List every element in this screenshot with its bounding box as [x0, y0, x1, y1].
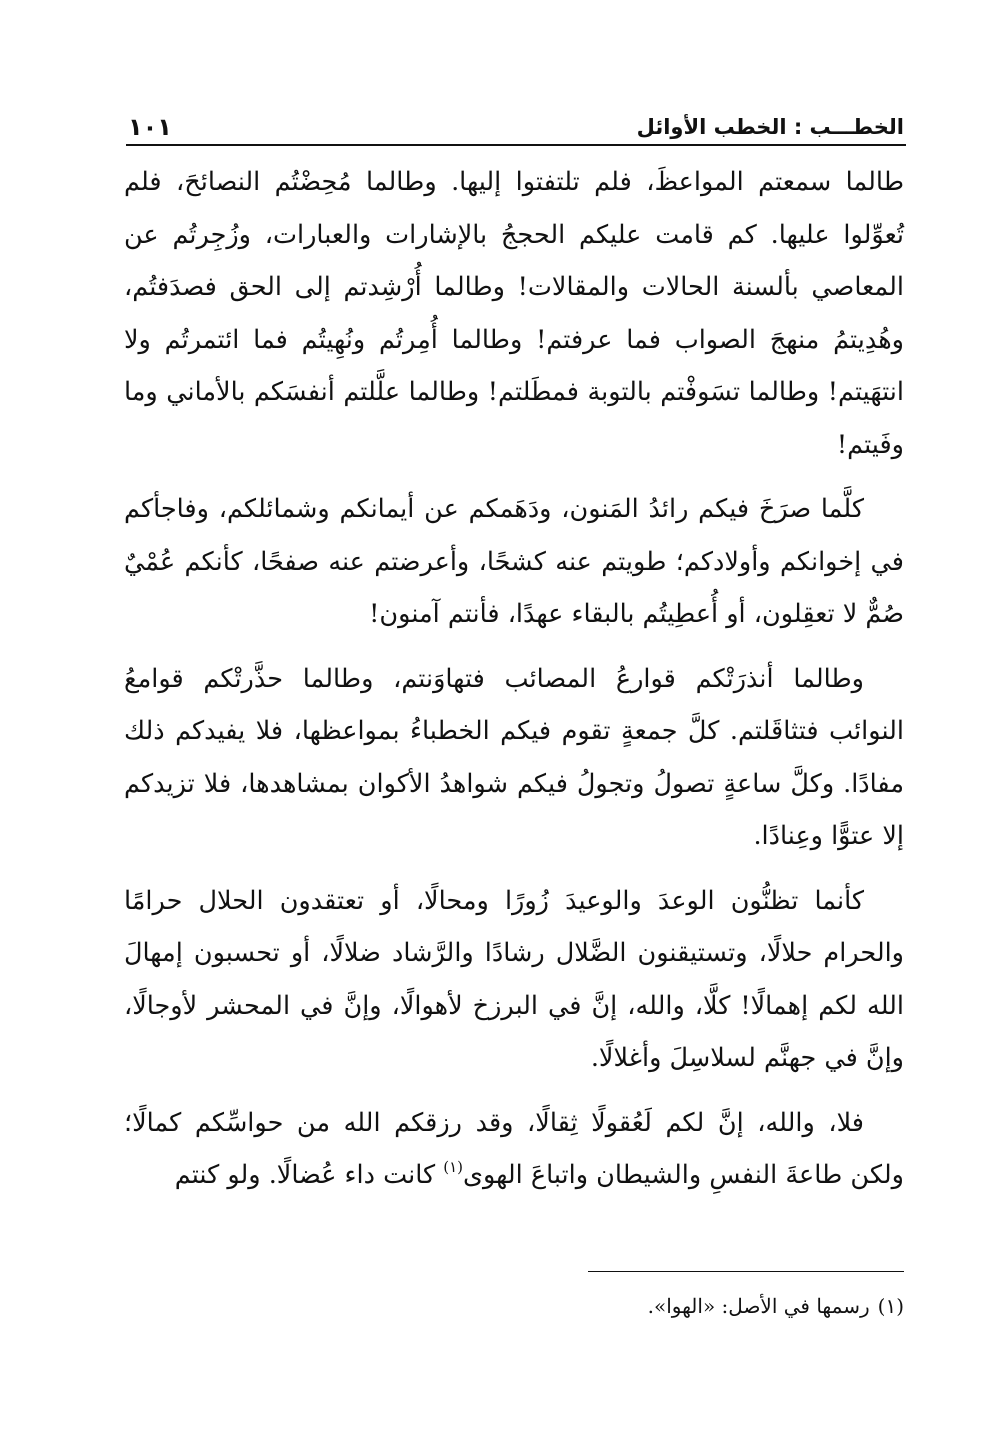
footnote-text: رسمها في الأصل: «الهوا». [647, 1294, 870, 1318]
paragraph-5-text-start: فلا، والله، إنَّ لكم لَعُقولًا ثِقالًا، وقد رزقكم الله من حواسِّكم كمالًا؛ ولكن طاعةَ النفسِ والشيطان واتباعَ الهوى [124, 1107, 904, 1190]
footnote-marker: (١) [877, 1294, 904, 1318]
header-rule [126, 144, 906, 146]
paragraph-3: وطالما أنذرَتْكم قوارعُ المصائب فتهاوَنتم، وطالما حذَّرتْكم قوامعُ النوائب فتثاقَلتم. كلَّ جمعةٍ تقوم فيكم الخطباءُ بمواعظها، فلا يفيدكم ذلك مفادًا. وكلَّ ساعةٍ تصولُ وتجولُ فيكم شواهدُ الأكوان بمشاهدها، فلا تزيدكم إلا عتوًّا وعِنادًا. [124, 663, 904, 851]
paragraph-1: طالما سمعتم المواعظَ، فلم تلتفتوا إليها. وطالما مُحِضْتُم النصائحَ، فلم تُعوِّلوا عليها. كم قامت عليكم الحججُ بالإشارات والعبارات، وزُجِرتُم عن المعاصي بألسنة الحالات والمقالات! وطالما أُرْشِدتم إلى الحق فصدَفتُم، وهُدِيتمُ منهجَ الصواب فما عرفتم! وطالما أُمِرتُم ونُهِيتُم فما ائتمرتُم ولا انتهَيتم! وطالما تسَوفْتم بالتوبة فمطَلتم! وطالما علَّلتم أنفسَكم بالأماني وما وفَيتم! [124, 167, 904, 460]
footnote-reference[interactable]: (١) [443, 1158, 464, 1176]
running-header [128, 108, 904, 142]
page-number: ١٠١ [128, 113, 172, 141]
paragraph-2: كلَّما صرَخَ فيكم رائدُ المَنون، ودَهَمكم عن أيمانكم وشمائلكم، وفاجأكم في إخوانكم وأولادكم؛ طويتم عنه كشحًا، وأعرضتم عنه صفحًا، كأنكم عُمْيٌ صُمٌّ لا تعقِلون، أو أُعطِيتُم بالبقاء عهدًا، فأنتم آمنون! [124, 494, 904, 629]
paragraph-4: كأنما تظنُّون الوعدَ والوعيدَ زُورًا ومحالًا، أو تعتقدون الحلال حرامًا والحرام حلالًا، وتستيقنون الضَّلال رشادًا والرَّشاد ضلالًا، أو تحسبون إمهالَ الله لكم إهمالًا! كلَّا، والله، إنَّ في البرزخ لأهوالًا، وإنَّ في المحشر لأوجالًا، وإنَّ في جهنَّم لسلاسِلَ وأغلالًا. [124, 885, 904, 1073]
paragraph-5 [124, 1097, 904, 1202]
footnote-separator [588, 1271, 904, 1272]
main-text [124, 156, 904, 1202]
running-title: الخطـــب : الخطب الأوائل [636, 115, 904, 139]
paragraph-5-text-end: كانت داء عُضالًا. ولو كنتم [174, 1160, 444, 1190]
footnote [124, 1290, 904, 1322]
